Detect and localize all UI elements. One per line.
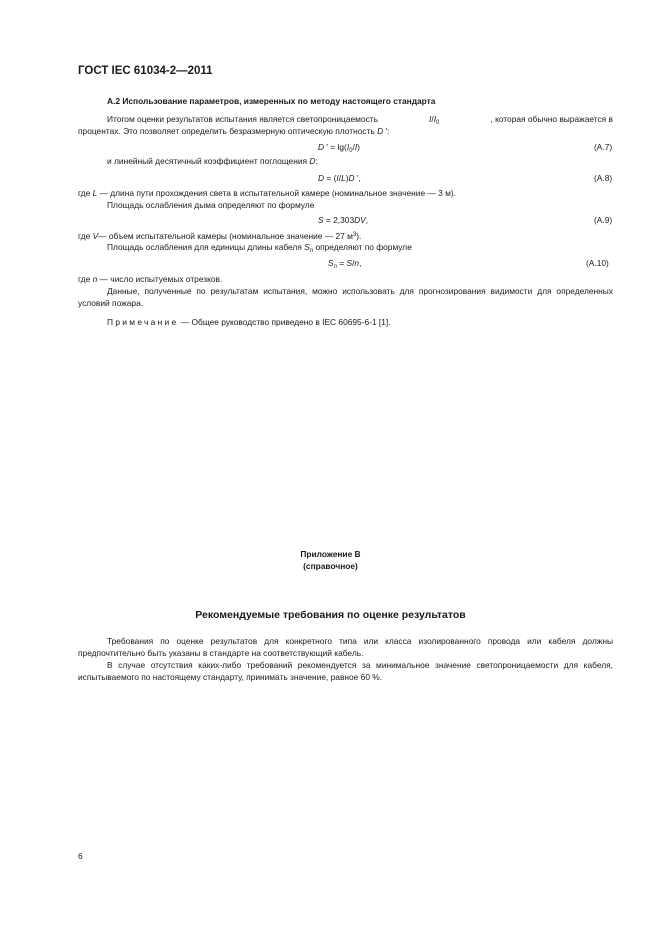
note: [107, 317, 391, 328]
text: где: [78, 231, 91, 241]
paragraph-line: процентах. Это позволяет определить безразмерную оптическую плотность D ′:: [78, 126, 390, 136]
paragraph-line: Площадь ослабления дыма определяют по формуле: [107, 200, 315, 210]
paragraph: Требования по оценке результатов для конкретного типа или класса изолированного провода или кабеля должны предпочтительно быть указаны в стандарте на соответствующий кабель.: [78, 636, 613, 658]
paragraph-line: где n — число испытуемых отрезков.: [78, 274, 223, 284]
paragraph-line: Площадь ослабления для единицы длины кабеля $S_n$ определяют по формуле: [107, 242, 412, 254]
appendix-title: Рекомендуемые требования по оценке результатов: [195, 609, 466, 621]
formula-a8: D = (I/L)D ′,: [318, 173, 361, 183]
equation-number: (А.9): [594, 215, 613, 225]
text: процентах. Это позволяет определить безразмерную оптическую плотность: [78, 126, 375, 136]
text: Площадь ослабления для единицы длины кабеля: [107, 242, 302, 252]
formula-a10: $S_n = S/n$,: [328, 258, 362, 270]
text: определяют по формуле: [313, 242, 412, 252]
paragraph-line: где L — длина пути прохождения света в испытательной камере (номинальное значение — 3 м).: [78, 188, 457, 198]
symbol: $I/I_0$: [429, 114, 440, 126]
text: Итогом оценки результатов испытания является светопроницаемость: [107, 114, 378, 124]
paragraph-line: и линейный десятичный коэффициент поглощения D:: [107, 156, 318, 166]
text: — число испытуемых отрезков.: [97, 274, 223, 284]
text: и линейный десятичный коэффициент поглощения: [107, 156, 308, 166]
equation-number: (А.7): [594, 142, 613, 152]
appendix-kind: (справочное): [303, 561, 358, 571]
paragraph: Данные, полученные по результатам испытания, можно использовать для прогнозирования видимости для определенных условий пожара.: [78, 286, 613, 308]
text: , которая обычно выражается в: [490, 114, 613, 124]
document-header: ГОСТ IEC 61034-2—2011: [78, 65, 213, 77]
paragraph: В случае отсутствия каких-либо требований рекомендуется за минимальное значение светопроницаемости для кабеля, испытываемого по настоящему стандарту, принимать значение, равное 60 %.: [78, 660, 613, 682]
paragraph-line: где V— объем испытательной камеры (номинальное значение — 27 $м^3$).: [78, 231, 362, 241]
formula-a9: S = 2,303DV,: [318, 215, 369, 225]
text: где: [78, 274, 91, 284]
note-text: — Общее руководство приведено в IEC 60695-6-1 [1].: [178, 317, 391, 327]
appendix-heading: Приложение В: [300, 549, 361, 559]
formula-a7: D ′ = $\lg(I_0/I)$: [318, 142, 360, 154]
page-number: 6: [78, 851, 83, 861]
section-title-a2: А.2 Использование параметров, измеренных по методу настоящего стандарта: [107, 96, 436, 106]
text: — объем испытательной камеры (номинальное значение — 27 м: [98, 231, 353, 241]
equation-number: (А.8): [594, 173, 613, 183]
text: где: [78, 188, 91, 198]
note-label: Примечание: [107, 317, 179, 327]
text: — длина пути прохождения света в испытательной камере (номинальное значение — 3 м).: [97, 188, 457, 198]
equation-number: (А.10): [586, 258, 609, 268]
